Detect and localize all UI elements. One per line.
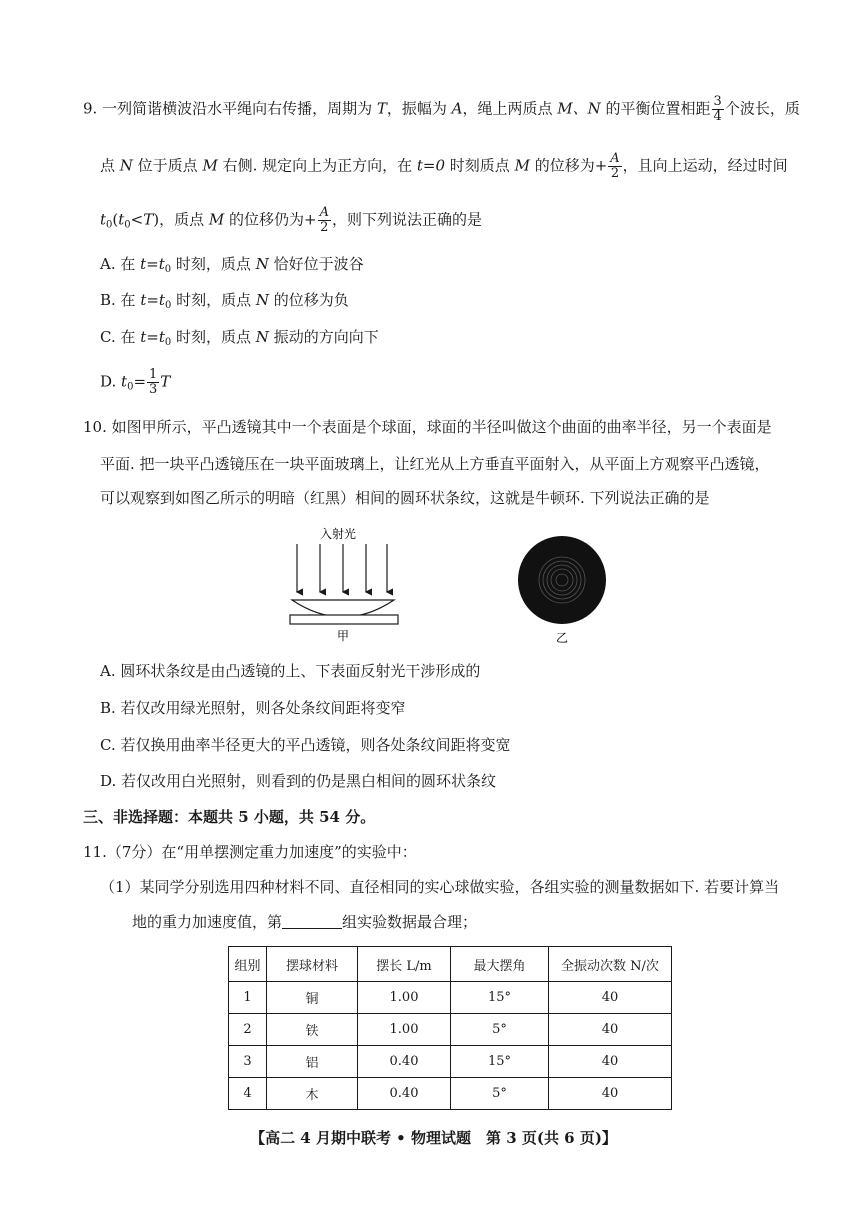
var-A: A xyxy=(451,99,463,118)
table-row xyxy=(229,1014,672,1046)
cell: 铝 xyxy=(267,1046,358,1078)
q10-line-3: 可以观察到如图乙所示的明暗（红黑）相间的圆环状条纹，这就是牛顿环. 下列说法正确的是 xyxy=(100,489,710,507)
pendulum-data-table xyxy=(228,946,672,1110)
text: 时刻质点 xyxy=(445,156,515,175)
text: 点 xyxy=(100,156,120,175)
denominator: 2 xyxy=(610,166,620,181)
numerator: 3 xyxy=(713,94,722,109)
var-MN: M、N xyxy=(557,99,601,118)
text: 时刻，质点 xyxy=(171,291,256,309)
q10-option-b: B. 若仅改用绿光照射，则各处条纹间距将变窄 xyxy=(100,699,406,717)
fraction-3-4 xyxy=(712,95,724,124)
cell: 2 xyxy=(229,1014,267,1046)
var-T: T xyxy=(143,210,154,229)
cell: 3 xyxy=(229,1046,267,1078)
text: B. 在 xyxy=(100,291,141,309)
var-t-eq-t0: t=t xyxy=(140,255,165,273)
var-M: M xyxy=(202,156,218,175)
table-row xyxy=(229,1046,672,1078)
cell: 1.00 xyxy=(358,982,451,1014)
var-N: N xyxy=(255,255,269,273)
denominator: 4 xyxy=(713,109,722,124)
cell: 40 xyxy=(549,1014,672,1046)
numerator: 1 xyxy=(149,367,158,382)
text: 组实验数据最合理； xyxy=(342,913,478,931)
fraction-A-2 xyxy=(608,152,621,181)
text: 地的重力加速度值，第 xyxy=(132,913,283,931)
cell: 铁 xyxy=(267,1014,358,1046)
cell: 40 xyxy=(549,1078,672,1110)
text: A. 在 xyxy=(100,255,141,273)
cell: 15° xyxy=(451,982,549,1014)
var-N: N xyxy=(119,156,133,175)
q11-line-1: 11.（7分）在“用单摆测定重力加速度”的实验中： xyxy=(83,843,417,861)
label-yi: 乙 xyxy=(555,631,569,645)
cell: 4 xyxy=(229,1078,267,1110)
header-group: 组别 xyxy=(229,947,267,982)
cell: 铜 xyxy=(267,982,358,1014)
var-t-eq-t0: t=t xyxy=(140,291,165,309)
var-T: T xyxy=(376,99,387,118)
var-t: t xyxy=(100,210,107,229)
text: 9. 一列简谐横波沿水平绳向右传播，周期为 xyxy=(83,99,377,118)
figure-jia-lens-diagram xyxy=(280,522,410,644)
subscript: 0 xyxy=(124,219,131,231)
q9-option-c xyxy=(100,326,379,354)
cell: 40 xyxy=(549,982,672,1014)
text: 的平衡位置相距 xyxy=(600,99,711,118)
var-t-eq-t0: t=t xyxy=(140,328,165,346)
cell: 0.40 xyxy=(358,1078,451,1110)
flat-glass-plate xyxy=(290,615,398,624)
q9-line-1 xyxy=(83,95,800,124)
var-M: M xyxy=(208,210,225,229)
var-T: T xyxy=(160,372,171,391)
text: 振动的方向向下 xyxy=(268,328,379,346)
text: 个波长，质 xyxy=(724,99,800,118)
text: ，绳上两质点 xyxy=(462,99,558,118)
q11-part1-line-1: （1）某同学分别选用四种材料不同、直径相同的实心球做实验，各组实验的测量数据如下. 若要计算当 xyxy=(100,878,780,896)
section-3-heading: 三、非选择题：本题共 5 小题，共 54 分。 xyxy=(83,808,376,826)
numerator: A xyxy=(319,205,329,220)
q9-option-b xyxy=(100,289,349,317)
text: 时刻，质点 xyxy=(171,328,256,346)
denominator: 3 xyxy=(149,382,158,397)
label-incident-light: 入射光 xyxy=(319,527,357,541)
q10-option-a: A. 圆环状条纹是由凸透镜的上、下表面反射光干涉形成的 xyxy=(100,662,481,680)
fraction-1-3 xyxy=(147,368,159,397)
header-oscillation-count: 全振动次数 N/次 xyxy=(549,947,672,982)
var-N: N xyxy=(255,328,269,346)
subscript: 0 xyxy=(127,381,134,393)
subscript: 0 xyxy=(164,300,172,311)
text: 恰好位于波谷 xyxy=(268,255,364,273)
subscript: 0 xyxy=(164,264,172,275)
text: 的位移为负 xyxy=(269,291,349,309)
cell: 1 xyxy=(229,982,267,1014)
var-N: N xyxy=(255,291,269,309)
cell: 15° xyxy=(451,1046,549,1078)
text: = xyxy=(133,372,147,391)
q9-line-2 xyxy=(100,152,788,181)
cell: 1.00 xyxy=(358,1014,451,1046)
text: 右侧. 规定向上为正方向，在 xyxy=(217,156,417,175)
text: 位于质点 xyxy=(132,156,203,175)
var-M: M xyxy=(514,156,530,175)
text: 的位移为+ xyxy=(529,156,608,175)
header-material: 摆球材料 xyxy=(267,947,358,982)
table-row xyxy=(229,982,672,1014)
q9-option-a xyxy=(100,253,364,281)
cell: 0.40 xyxy=(358,1046,451,1078)
newton-rings-disc xyxy=(518,536,606,624)
q10-option-c: C. 若仅换用曲率半径更大的平凸透镜，则各处条纹间距将变宽 xyxy=(100,736,511,754)
text: 时刻，质点 xyxy=(171,255,256,273)
header-max-angle: 最大摆角 xyxy=(451,947,549,982)
label-jia: 甲 xyxy=(336,629,350,643)
text: C. 在 xyxy=(100,328,141,346)
text: )，质点 xyxy=(153,210,209,229)
q10-line-2: 平面. 把一块平凸透镜压在一块平面玻璃上，让红光从上方垂直平面射入，从平面上方观察平凸透镜， xyxy=(100,455,770,473)
cell: 5° xyxy=(451,1078,549,1110)
cell: 5° xyxy=(451,1014,549,1046)
subscript: 0 xyxy=(164,337,172,348)
page-footer: 【高二 4 月期中联考 • 物理试题 第 3 页(共 6 页)】 xyxy=(250,1129,617,1147)
q11-part1-line-2 xyxy=(132,911,477,933)
subscript: 0 xyxy=(106,219,113,231)
q9-line-3 xyxy=(100,206,482,237)
cell: 木 xyxy=(267,1078,358,1110)
incident-light-arrows xyxy=(297,544,387,592)
var-t-eq-0: t=0 xyxy=(416,156,446,175)
text: < xyxy=(130,210,144,229)
q9-option-d xyxy=(100,368,170,399)
q10-line-1: 10. 如图甲所示，平凸透镜其中一个表面是个球面，球面的半径叫做这个曲面的曲率半径，另一个表面是 xyxy=(83,418,772,436)
text: ，则下列说法正确的是 xyxy=(331,210,482,229)
var-t: t xyxy=(121,372,128,391)
text: ，且向上运动，经过时间 xyxy=(622,156,788,175)
cell: 40 xyxy=(549,1046,672,1078)
table-header-row xyxy=(229,947,672,982)
answer-blank[interactable] xyxy=(282,914,342,929)
numerator: A xyxy=(610,151,620,166)
table-row xyxy=(229,1078,672,1110)
text: ，振幅为 xyxy=(386,99,452,118)
fraction-A-2 xyxy=(318,206,331,235)
var-t: t xyxy=(118,210,125,229)
text: 的位移仍为+ xyxy=(224,210,317,229)
denominator: 2 xyxy=(320,220,329,235)
header-length: 摆长 L/m xyxy=(358,947,451,982)
q10-option-d: D. 若仅改用白光照射，则看到的仍是黑白相间的圆环状条纹 xyxy=(100,772,497,790)
text: ( xyxy=(112,210,119,229)
figure-yi-newton-rings xyxy=(510,534,614,646)
text: D. xyxy=(100,372,122,391)
